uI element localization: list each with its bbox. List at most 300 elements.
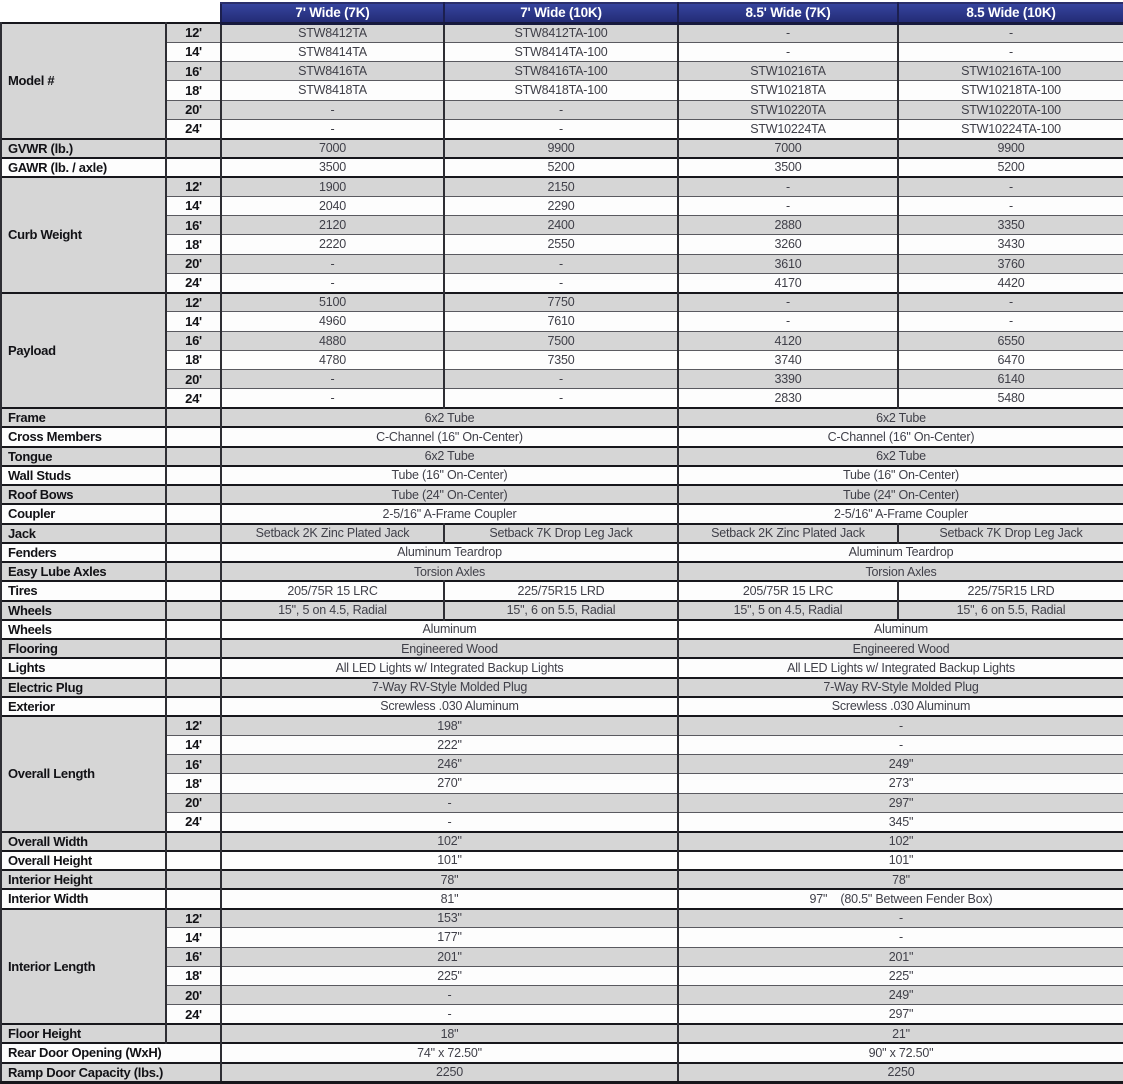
table-row	[1, 543, 1123, 562]
spec-value: 205/75R 15 LRC	[678, 581, 898, 600]
table-row	[1, 870, 1123, 889]
spec-value: 102"	[678, 832, 1123, 851]
size-label: 18'	[166, 966, 221, 985]
spec-value: -	[221, 793, 678, 812]
spec-value: 6140	[898, 370, 1123, 389]
row-label: Tires	[1, 581, 166, 600]
row-label: Model #	[1, 23, 166, 139]
spec-value: STW8418TA	[221, 81, 444, 100]
row-label: Interior Height	[1, 870, 166, 889]
table-row	[1, 370, 1123, 389]
size-label	[166, 639, 221, 658]
row-label: Floor Height	[1, 1024, 166, 1043]
row-label: Overall Length	[1, 716, 166, 832]
size-label: 24'	[166, 119, 221, 138]
spec-value: STW8416TA-100	[444, 62, 678, 81]
spec-value: C-Channel (16" On-Center)	[221, 427, 678, 446]
size-label: 24'	[166, 389, 221, 408]
spec-value: -	[221, 273, 444, 292]
table-row	[1, 408, 1123, 427]
column-header-8-5-wide-7k: 8.5' Wide (7K)	[678, 3, 898, 23]
spec-value: 3350	[898, 216, 1123, 235]
spec-value: 74" x 72.50"	[221, 1043, 678, 1062]
spec-value: 15", 5 on 4.5, Radial	[678, 601, 898, 620]
table-row	[1, 986, 1123, 1005]
spec-value: Engineered Wood	[678, 639, 1123, 658]
spec-value: 270"	[221, 774, 678, 793]
spec-value: 2250	[678, 1063, 1123, 1083]
size-label: 18'	[166, 350, 221, 369]
spec-value: -	[678, 293, 898, 312]
table-row	[1, 447, 1123, 466]
table-row	[1, 1063, 1123, 1083]
row-label: Wall Studs	[1, 466, 166, 485]
size-label: 14'	[166, 312, 221, 331]
size-label	[166, 447, 221, 466]
spec-value: 273"	[678, 774, 1123, 793]
size-label	[166, 466, 221, 485]
spec-value: 205/75R 15 LRC	[221, 581, 444, 600]
spec-value: STW8412TA-100	[444, 23, 678, 42]
table-row	[1, 350, 1123, 369]
table-row	[1, 139, 1123, 158]
size-label	[166, 658, 221, 677]
table-row	[1, 158, 1123, 177]
spec-value: 3610	[678, 254, 898, 273]
spec-value: -	[444, 370, 678, 389]
spec-value: STW10220TA	[678, 100, 898, 119]
spec-value: -	[221, 1005, 678, 1024]
spec-value: 201"	[678, 947, 1123, 966]
header-corner-blank	[1, 3, 221, 23]
table-row	[1, 947, 1123, 966]
row-label: GAWR (lb. / axle)	[1, 158, 166, 177]
size-label	[166, 485, 221, 504]
spec-value: 9900	[444, 139, 678, 158]
spec-value: STW10218TA	[678, 81, 898, 100]
spec-value: Tube (16" On-Center)	[678, 466, 1123, 485]
spec-table-body	[1, 23, 1123, 1082]
spec-value: -	[221, 389, 444, 408]
row-label: Electric Plug	[1, 678, 166, 697]
size-label: 14'	[166, 735, 221, 754]
spec-value: 249"	[678, 755, 1123, 774]
size-label	[166, 601, 221, 620]
size-label: 20'	[166, 370, 221, 389]
table-row	[1, 601, 1123, 620]
spec-value: 6x2 Tube	[678, 408, 1123, 427]
size-label: 16'	[166, 947, 221, 966]
spec-value: C-Channel (16" On-Center)	[678, 427, 1123, 446]
spec-value: 15", 6 on 5.5, Radial	[444, 601, 678, 620]
row-label: Frame	[1, 408, 166, 427]
row-label: Coupler	[1, 504, 166, 523]
spec-value: 153"	[221, 909, 678, 928]
spec-value: -	[898, 312, 1123, 331]
spec-value: 6x2 Tube	[221, 447, 678, 466]
spec-value: -	[221, 100, 444, 119]
table-row	[1, 196, 1123, 215]
spec-value: STW8418TA-100	[444, 81, 678, 100]
table-row	[1, 100, 1123, 119]
spec-value: 2120	[221, 216, 444, 235]
spec-value: 6470	[898, 350, 1123, 369]
size-label: 20'	[166, 986, 221, 1005]
size-label: 18'	[166, 774, 221, 793]
size-label	[166, 851, 221, 870]
spec-value: 4780	[221, 350, 444, 369]
spec-value: STW10218TA-100	[898, 81, 1123, 100]
spec-value: -	[444, 273, 678, 292]
table-row	[1, 581, 1123, 600]
spec-value: 6550	[898, 331, 1123, 350]
spec-value: -	[678, 928, 1123, 947]
spec-value: -	[221, 119, 444, 138]
spec-value: 3430	[898, 235, 1123, 254]
spec-value: -	[444, 389, 678, 408]
size-label: 14'	[166, 928, 221, 947]
size-label: 16'	[166, 216, 221, 235]
table-row	[1, 81, 1123, 100]
table-row	[1, 755, 1123, 774]
size-label: 14'	[166, 42, 221, 61]
size-label: 20'	[166, 100, 221, 119]
table-row	[1, 1024, 1123, 1043]
spec-value: 5200	[444, 158, 678, 177]
spec-value: Engineered Wood	[221, 639, 678, 658]
table-row	[1, 793, 1123, 812]
spec-value: 3740	[678, 350, 898, 369]
size-label: 18'	[166, 235, 221, 254]
table-row	[1, 293, 1123, 312]
table-row	[1, 504, 1123, 523]
spec-value: -	[678, 177, 898, 196]
table-row	[1, 966, 1123, 985]
spec-value: 7500	[444, 331, 678, 350]
size-label: 24'	[166, 1005, 221, 1024]
table-row	[1, 832, 1123, 851]
table-row	[1, 774, 1123, 793]
row-label: Cross Members	[1, 427, 166, 446]
spec-value: -	[898, 196, 1123, 215]
spec-value: 97" (80.5" Between Fender Box)	[678, 889, 1123, 908]
spec-value: 7000	[221, 139, 444, 158]
size-label: 16'	[166, 331, 221, 350]
spec-value: 2550	[444, 235, 678, 254]
table-row	[1, 312, 1123, 331]
row-label: Flooring	[1, 639, 166, 658]
size-label: 20'	[166, 254, 221, 273]
spec-value: Aluminum Teardrop	[221, 543, 678, 562]
spec-value: 4960	[221, 312, 444, 331]
size-label	[166, 524, 221, 543]
spec-value: Setback 7K Drop Leg Jack	[444, 524, 678, 543]
spec-value: 7610	[444, 312, 678, 331]
spec-value: 2290	[444, 196, 678, 215]
size-label	[166, 889, 221, 908]
spec-value: 297"	[678, 793, 1123, 812]
spec-value: 5200	[898, 158, 1123, 177]
spec-value: 3760	[898, 254, 1123, 273]
table-row	[1, 620, 1123, 639]
spec-value: 81"	[221, 889, 678, 908]
spec-value: STW8414TA	[221, 42, 444, 61]
row-label: Interior Length	[1, 909, 166, 1025]
spec-value: 2250	[221, 1063, 678, 1083]
size-label	[166, 504, 221, 523]
spec-value: -	[678, 42, 898, 61]
spec-value: 5100	[221, 293, 444, 312]
size-label: 16'	[166, 755, 221, 774]
row-label: Interior Width	[1, 889, 166, 908]
spec-value: All LED Lights w/ Integrated Backup Lights	[221, 658, 678, 677]
spec-value: Aluminum	[221, 620, 678, 639]
row-label: GVWR (lb.)	[1, 139, 166, 158]
spec-value: Tube (24" On-Center)	[678, 485, 1123, 504]
spec-value: -	[678, 312, 898, 331]
table-row	[1, 254, 1123, 273]
spec-value: 6x2 Tube	[221, 408, 678, 427]
row-label: Jack	[1, 524, 166, 543]
spec-value: 18"	[221, 1024, 678, 1043]
size-label: 12'	[166, 909, 221, 928]
spec-value: STW10216TA-100	[898, 62, 1123, 81]
column-header-7-wide-7k: 7' Wide (7K)	[221, 3, 444, 23]
spec-value: 177"	[221, 928, 678, 947]
spec-value: -	[444, 254, 678, 273]
size-label	[166, 620, 221, 639]
spec-value: Tube (16" On-Center)	[221, 466, 678, 485]
size-label	[166, 158, 221, 177]
spec-value: 7350	[444, 350, 678, 369]
spec-value: -	[221, 254, 444, 273]
table-row	[1, 23, 1123, 42]
spec-value: 2880	[678, 216, 898, 235]
row-label: Ramp Door Capacity (lbs.)	[1, 1063, 221, 1083]
spec-value: 90" x 72.50"	[678, 1043, 1123, 1062]
spec-value: 2220	[221, 235, 444, 254]
size-label: 12'	[166, 177, 221, 196]
spec-value: 345"	[678, 812, 1123, 831]
spec-value: -	[678, 735, 1123, 754]
spec-value: 2400	[444, 216, 678, 235]
table-row	[1, 485, 1123, 504]
spec-value: 4170	[678, 273, 898, 292]
size-label	[166, 408, 221, 427]
spec-value: 2040	[221, 196, 444, 215]
spec-value: 4880	[221, 331, 444, 350]
spec-value: STW8414TA-100	[444, 42, 678, 61]
size-label: 14'	[166, 196, 221, 215]
spec-value: 5480	[898, 389, 1123, 408]
spec-value: 1900	[221, 177, 444, 196]
spec-value: 7750	[444, 293, 678, 312]
row-label: Wheels	[1, 601, 166, 620]
spec-value: Setback 2K Zinc Plated Jack	[221, 524, 444, 543]
spec-value: Torsion Axles	[678, 562, 1123, 581]
size-label	[166, 1024, 221, 1043]
spec-value: STW8412TA	[221, 23, 444, 42]
spec-value: 78"	[221, 870, 678, 889]
table-row	[1, 427, 1123, 446]
size-label: 12'	[166, 293, 221, 312]
spec-value: 3390	[678, 370, 898, 389]
spec-value: 3500	[678, 158, 898, 177]
table-row	[1, 909, 1123, 928]
spec-value: 7-Way RV-Style Molded Plug	[678, 678, 1123, 697]
table-row	[1, 119, 1123, 138]
size-label: 20'	[166, 793, 221, 812]
table-row	[1, 889, 1123, 908]
spec-value: STW8416TA	[221, 62, 444, 81]
spec-value: Torsion Axles	[221, 562, 678, 581]
spec-value: 15", 5 on 4.5, Radial	[221, 601, 444, 620]
spec-value: STW10224TA-100	[898, 119, 1123, 138]
spec-value: Screwless .030 Aluminum	[678, 697, 1123, 716]
size-label	[166, 543, 221, 562]
spec-value: 3260	[678, 235, 898, 254]
spec-value: 225/75R15 LRD	[444, 581, 678, 600]
spec-value: -	[221, 812, 678, 831]
table-row	[1, 466, 1123, 485]
size-label	[166, 562, 221, 581]
table-row	[1, 62, 1123, 81]
spec-value: -	[678, 23, 898, 42]
spec-value: Aluminum	[678, 620, 1123, 639]
spec-value: 101"	[221, 851, 678, 870]
table-row	[1, 735, 1123, 754]
spec-value: 2-5/16" A-Frame Coupler	[678, 504, 1123, 523]
spec-value: -	[221, 986, 678, 1005]
size-label: 24'	[166, 273, 221, 292]
spec-value: All LED Lights w/ Integrated Backup Lights	[678, 658, 1123, 677]
spec-value: 7-Way RV-Style Molded Plug	[221, 678, 678, 697]
row-label: Overall Width	[1, 832, 166, 851]
spec-value: 222"	[221, 735, 678, 754]
spec-value: 9900	[898, 139, 1123, 158]
size-label	[166, 697, 221, 716]
size-label	[166, 678, 221, 697]
row-label: Rear Door Opening (WxH)	[1, 1043, 221, 1062]
table-row	[1, 42, 1123, 61]
spec-value: Screwless .030 Aluminum	[221, 697, 678, 716]
size-label	[166, 832, 221, 851]
row-label: Wheels	[1, 620, 166, 639]
spec-value: 297"	[678, 1005, 1123, 1024]
spec-value: 15", 6 on 5.5, Radial	[898, 601, 1123, 620]
spec-value: 21"	[678, 1024, 1123, 1043]
spec-table-header	[1, 3, 1123, 23]
size-label	[166, 427, 221, 446]
column-header-8-5-wide-10k: 8.5 Wide (10K)	[898, 3, 1123, 23]
spec-value: 198"	[221, 716, 678, 735]
row-label: Tongue	[1, 447, 166, 466]
table-row	[1, 562, 1123, 581]
table-row	[1, 928, 1123, 947]
table-row	[1, 177, 1123, 196]
spec-value: 225/75R15 LRD	[898, 581, 1123, 600]
table-row	[1, 639, 1123, 658]
size-label	[166, 139, 221, 158]
spec-value: 246"	[221, 755, 678, 774]
spec-value: -	[444, 119, 678, 138]
size-label: 12'	[166, 716, 221, 735]
spec-table	[0, 2, 1123, 1084]
spec-value: 2-5/16" A-Frame Coupler	[221, 504, 678, 523]
table-row	[1, 851, 1123, 870]
spec-value: 4420	[898, 273, 1123, 292]
spec-value: STW10220TA-100	[898, 100, 1123, 119]
spec-value: Setback 2K Zinc Plated Jack	[678, 524, 898, 543]
spec-value: 2150	[444, 177, 678, 196]
size-label: 18'	[166, 81, 221, 100]
spec-value: 4120	[678, 331, 898, 350]
table-row	[1, 812, 1123, 831]
spec-value: -	[678, 716, 1123, 735]
spec-value: -	[678, 196, 898, 215]
spec-value: 2830	[678, 389, 898, 408]
table-row	[1, 235, 1123, 254]
table-row	[1, 658, 1123, 677]
spec-value: Aluminum Teardrop	[678, 543, 1123, 562]
spec-value: 7000	[678, 139, 898, 158]
size-label: 12'	[166, 23, 221, 42]
spec-value: Tube (24" On-Center)	[221, 485, 678, 504]
spec-value: -	[898, 23, 1123, 42]
spec-value: 225"	[678, 966, 1123, 985]
spec-value: 249"	[678, 986, 1123, 1005]
table-row	[1, 678, 1123, 697]
size-label: 24'	[166, 812, 221, 831]
table-row	[1, 1043, 1123, 1062]
table-row	[1, 331, 1123, 350]
row-label: Curb Weight	[1, 177, 166, 293]
table-row	[1, 697, 1123, 716]
spec-value: 201"	[221, 947, 678, 966]
size-label	[166, 581, 221, 600]
spec-value: -	[221, 370, 444, 389]
spec-value: 102"	[221, 832, 678, 851]
spec-value: -	[678, 909, 1123, 928]
spec-value: 78"	[678, 870, 1123, 889]
spec-value: 225"	[221, 966, 678, 985]
size-label	[166, 870, 221, 889]
spec-value: -	[898, 177, 1123, 196]
spec-value: Setback 7K Drop Leg Jack	[898, 524, 1123, 543]
spec-value: -	[444, 100, 678, 119]
row-label: Payload	[1, 293, 166, 409]
size-label: 16'	[166, 62, 221, 81]
spec-value: STW10216TA	[678, 62, 898, 81]
table-row	[1, 524, 1123, 543]
row-label: Easy Lube Axles	[1, 562, 166, 581]
spec-value: 101"	[678, 851, 1123, 870]
spec-value: 3500	[221, 158, 444, 177]
table-row	[1, 1005, 1123, 1024]
table-row	[1, 716, 1123, 735]
table-row	[1, 389, 1123, 408]
row-label: Overall Height	[1, 851, 166, 870]
column-header-7-wide-10k: 7' Wide (10K)	[444, 3, 678, 23]
row-label: Exterior	[1, 697, 166, 716]
row-label: Roof Bows	[1, 485, 166, 504]
spec-value: -	[898, 293, 1123, 312]
row-label: Fenders	[1, 543, 166, 562]
table-row	[1, 273, 1123, 292]
spec-value: STW10224TA	[678, 119, 898, 138]
table-row	[1, 216, 1123, 235]
row-label: Lights	[1, 658, 166, 677]
